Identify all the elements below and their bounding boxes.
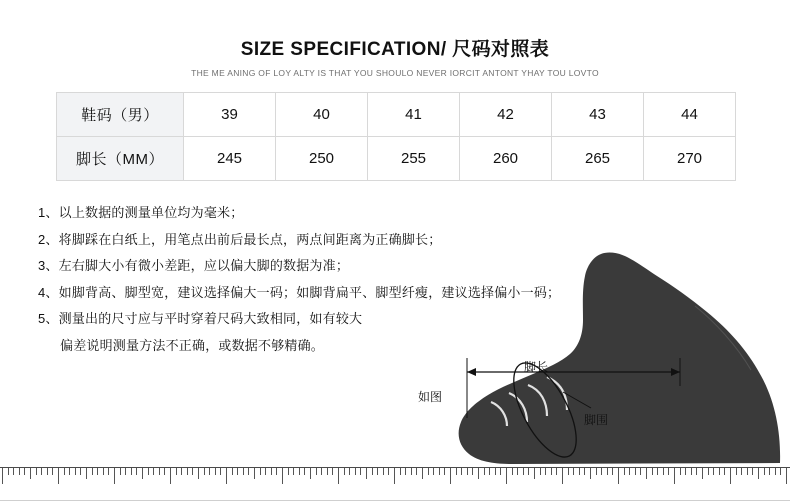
cell-shoe-size-42: 42 (460, 93, 552, 137)
ruler-tick (713, 468, 714, 475)
ruler-tick (708, 468, 709, 475)
ruler-tick (596, 468, 597, 475)
ruler-graphic (0, 467, 790, 501)
cell-shoe-size-40: 40 (276, 93, 368, 137)
ruler-tick (321, 468, 322, 475)
ruler-tick (86, 468, 87, 479)
ruler-tick (489, 468, 490, 475)
cell-shoe-size-44: 44 (644, 93, 736, 137)
ruler-tick (635, 468, 636, 475)
ruler-tick (254, 468, 255, 479)
ruler-tick (573, 468, 574, 475)
ruler-tick (36, 468, 37, 475)
ruler-tick (192, 468, 193, 475)
ruler-tick (741, 468, 742, 475)
ruler-tick (372, 468, 373, 475)
ruler-tick (19, 468, 20, 475)
cell-shoe-size-43: 43 (552, 93, 644, 137)
ruler-tick (467, 468, 468, 475)
page-title: SIZE SPECIFICATION/ 尺码对照表 (240, 39, 550, 60)
ruler-tick (226, 468, 227, 484)
ruler-tick (58, 468, 59, 484)
ruler-tick (237, 468, 238, 475)
ruler-tick (730, 468, 731, 484)
table-row (57, 93, 736, 137)
ruler-tick (752, 468, 753, 475)
label-foot-girth: 脚围 (584, 413, 609, 427)
ruler-tick (131, 468, 132, 475)
ruler-tick (646, 468, 647, 479)
ruler-tick (92, 468, 93, 475)
ruler-tick (383, 468, 384, 475)
ruler-tick (69, 468, 70, 475)
ruler-tick (416, 468, 417, 475)
ruler-tick (764, 468, 765, 475)
ruler-tick (148, 468, 149, 475)
ruler-tick (271, 468, 272, 475)
ruler-tick (170, 468, 171, 484)
ruler-tick (724, 468, 725, 475)
ruler-tick (142, 468, 143, 479)
ruler-tick (176, 468, 177, 475)
ruler-tick (562, 468, 563, 484)
cell-foot-length-260: 260 (460, 137, 552, 181)
ruler-tick (204, 468, 205, 475)
ruler-tick (663, 468, 664, 475)
ruler-tick (584, 468, 585, 475)
ruler-tick (198, 468, 199, 479)
ruler-tick (747, 468, 748, 475)
ruler-tick (220, 468, 221, 475)
ruler-tick (696, 468, 697, 475)
ruler-tick (495, 468, 496, 475)
ruler-tick (2, 468, 3, 484)
ruler-tick (512, 468, 513, 475)
ruler-tick (500, 468, 501, 475)
ruler-tick (41, 468, 42, 475)
ruler-tick (248, 468, 249, 475)
ruler-tick (64, 468, 65, 475)
ruler-tick (120, 468, 121, 475)
ruler-tick (377, 468, 378, 475)
ruler-tick (80, 468, 81, 475)
ruler-tick (125, 468, 126, 475)
label-foot-length: 脚长 (524, 360, 549, 374)
ruler-tick (209, 468, 210, 475)
ruler-tick (685, 468, 686, 475)
ruler-tick (232, 468, 233, 475)
ruler-tick (344, 468, 345, 475)
ruler-tick (652, 468, 653, 475)
ruler-tick (506, 468, 507, 484)
ruler-tick (618, 468, 619, 484)
ruler-tick (590, 468, 591, 479)
ruler-tick (601, 468, 602, 475)
foot-illustration (395, 250, 790, 465)
ruler-tick (360, 468, 361, 475)
ruler-tick (181, 468, 182, 475)
ruler-tick (304, 468, 305, 475)
ruler-tick (108, 468, 109, 475)
ruler-tick (545, 468, 546, 475)
ruler-tick (607, 468, 608, 475)
ruler-tick (461, 468, 462, 475)
ruler-tick (276, 468, 277, 475)
ruler-tick (8, 468, 9, 475)
ruler-tick (523, 468, 524, 475)
ruler-tick (517, 468, 518, 475)
cell-foot-length-265: 265 (552, 137, 644, 181)
ruler-tick (338, 468, 339, 484)
row-header-shoe-size: 鞋码（男） (57, 93, 184, 137)
ruler-tick (691, 468, 692, 475)
ruler-tick (657, 468, 658, 475)
ruler-tick (243, 468, 244, 475)
ruler-tick (780, 468, 781, 475)
ruler-tick (719, 468, 720, 475)
cell-foot-length-270: 270 (644, 137, 736, 181)
ruler-tick (736, 468, 737, 475)
note-line-4: 4、如脚背高、脚型宽，建议选择偏大一码；如脚背扁平、脚型纤瘦，建议选择偏小一码； (38, 284, 561, 300)
ruler-tick (265, 468, 266, 475)
ruler-tick (282, 468, 283, 484)
label-ru-tu: 如图 (418, 390, 443, 404)
ruler-tick (187, 468, 188, 475)
ruler-tick (484, 468, 485, 475)
ruler-tick (153, 468, 154, 475)
ruler-tick (640, 468, 641, 475)
ruler-tick (478, 468, 479, 479)
ruler-tick (758, 468, 759, 479)
ruler-tick (528, 468, 529, 475)
ruler-tick (674, 468, 675, 484)
ruler-tick (159, 468, 160, 475)
ruler-tick (332, 468, 333, 475)
ruler-tick (428, 468, 429, 475)
ruler-tick (444, 468, 445, 475)
ruler-tick (405, 468, 406, 475)
ruler-tick (316, 468, 317, 475)
ruler-tick (47, 468, 48, 475)
ruler-tick (433, 468, 434, 475)
ruler-tick (551, 468, 552, 475)
ruler-tick (349, 468, 350, 475)
ruler-tick (24, 468, 25, 475)
note-line-2: 2、将脚踩在白纸上，用笔点出前后最长点，两点间距离为正确脚长； (38, 231, 442, 247)
ruler-tick (472, 468, 473, 475)
ruler-tick (439, 468, 440, 475)
ruler-tick (75, 468, 76, 475)
ruler-tick (97, 468, 98, 475)
ruler-tick (411, 468, 412, 475)
ruler-tick (293, 468, 294, 475)
note-line-3: 3、左右脚大小有微小差距，应以偏大脚的数据为准； (38, 258, 350, 273)
table-row (57, 137, 736, 181)
cell-foot-length-250: 250 (276, 137, 368, 181)
ruler-tick (668, 468, 669, 475)
ruler-tick (30, 468, 31, 479)
ruler-tick (769, 468, 770, 475)
ruler-tick (355, 468, 356, 475)
ruler-tick (260, 468, 261, 475)
ruler-tick (786, 468, 787, 484)
ruler-tick (52, 468, 53, 475)
cell-foot-length-245: 245 (184, 137, 276, 181)
size-specification-table (56, 92, 736, 181)
ruler-tick (579, 468, 580, 475)
page-subtitle: THE ME ANING OF LOY ALTY IS THAT YOU SHOULO NEVER IORCIT ANTONT YHAY TOU LOVTO (191, 68, 599, 78)
ruler-tick (775, 468, 776, 475)
ruler-tick (299, 468, 300, 475)
ruler-tick (540, 468, 541, 475)
note-line-1: 1、以上数据的测量单位均为毫米； (38, 205, 244, 220)
ruler-tick (388, 468, 389, 475)
ruler-tick (366, 468, 367, 479)
ruler-tick (215, 468, 216, 475)
ruler-tick (534, 468, 535, 479)
ruler-tick (103, 468, 104, 475)
ruler-tick (164, 468, 165, 475)
ruler-tick (422, 468, 423, 479)
note-line-5: 5、测量出的尺寸应与平时穿着尺码大致相同，如有较大 (38, 311, 363, 326)
ruler-tick (400, 468, 401, 475)
ruler-tick (556, 468, 557, 475)
cell-foot-length-255: 255 (368, 137, 460, 181)
ruler-tick (394, 468, 395, 484)
ruler-tick (629, 468, 630, 475)
row-header-foot-length: 脚长（MM） (57, 137, 184, 181)
cell-shoe-size-41: 41 (368, 93, 460, 137)
ruler-tick (624, 468, 625, 475)
ruler-tick (310, 468, 311, 479)
ruler-tick (13, 468, 14, 475)
ruler-tick (136, 468, 137, 475)
ruler-tick (612, 468, 613, 475)
cell-shoe-size-39: 39 (184, 93, 276, 137)
ruler-tick (702, 468, 703, 479)
ruler-tick (568, 468, 569, 475)
ruler-tick (450, 468, 451, 484)
ruler-tick (680, 468, 681, 475)
ruler-tick (327, 468, 328, 475)
ruler-tick (114, 468, 115, 484)
note-line-6: 偏差说明测量方法不正确，或数据不够精确。 (60, 337, 325, 353)
ruler-tick (288, 468, 289, 475)
ruler-tick (456, 468, 457, 475)
